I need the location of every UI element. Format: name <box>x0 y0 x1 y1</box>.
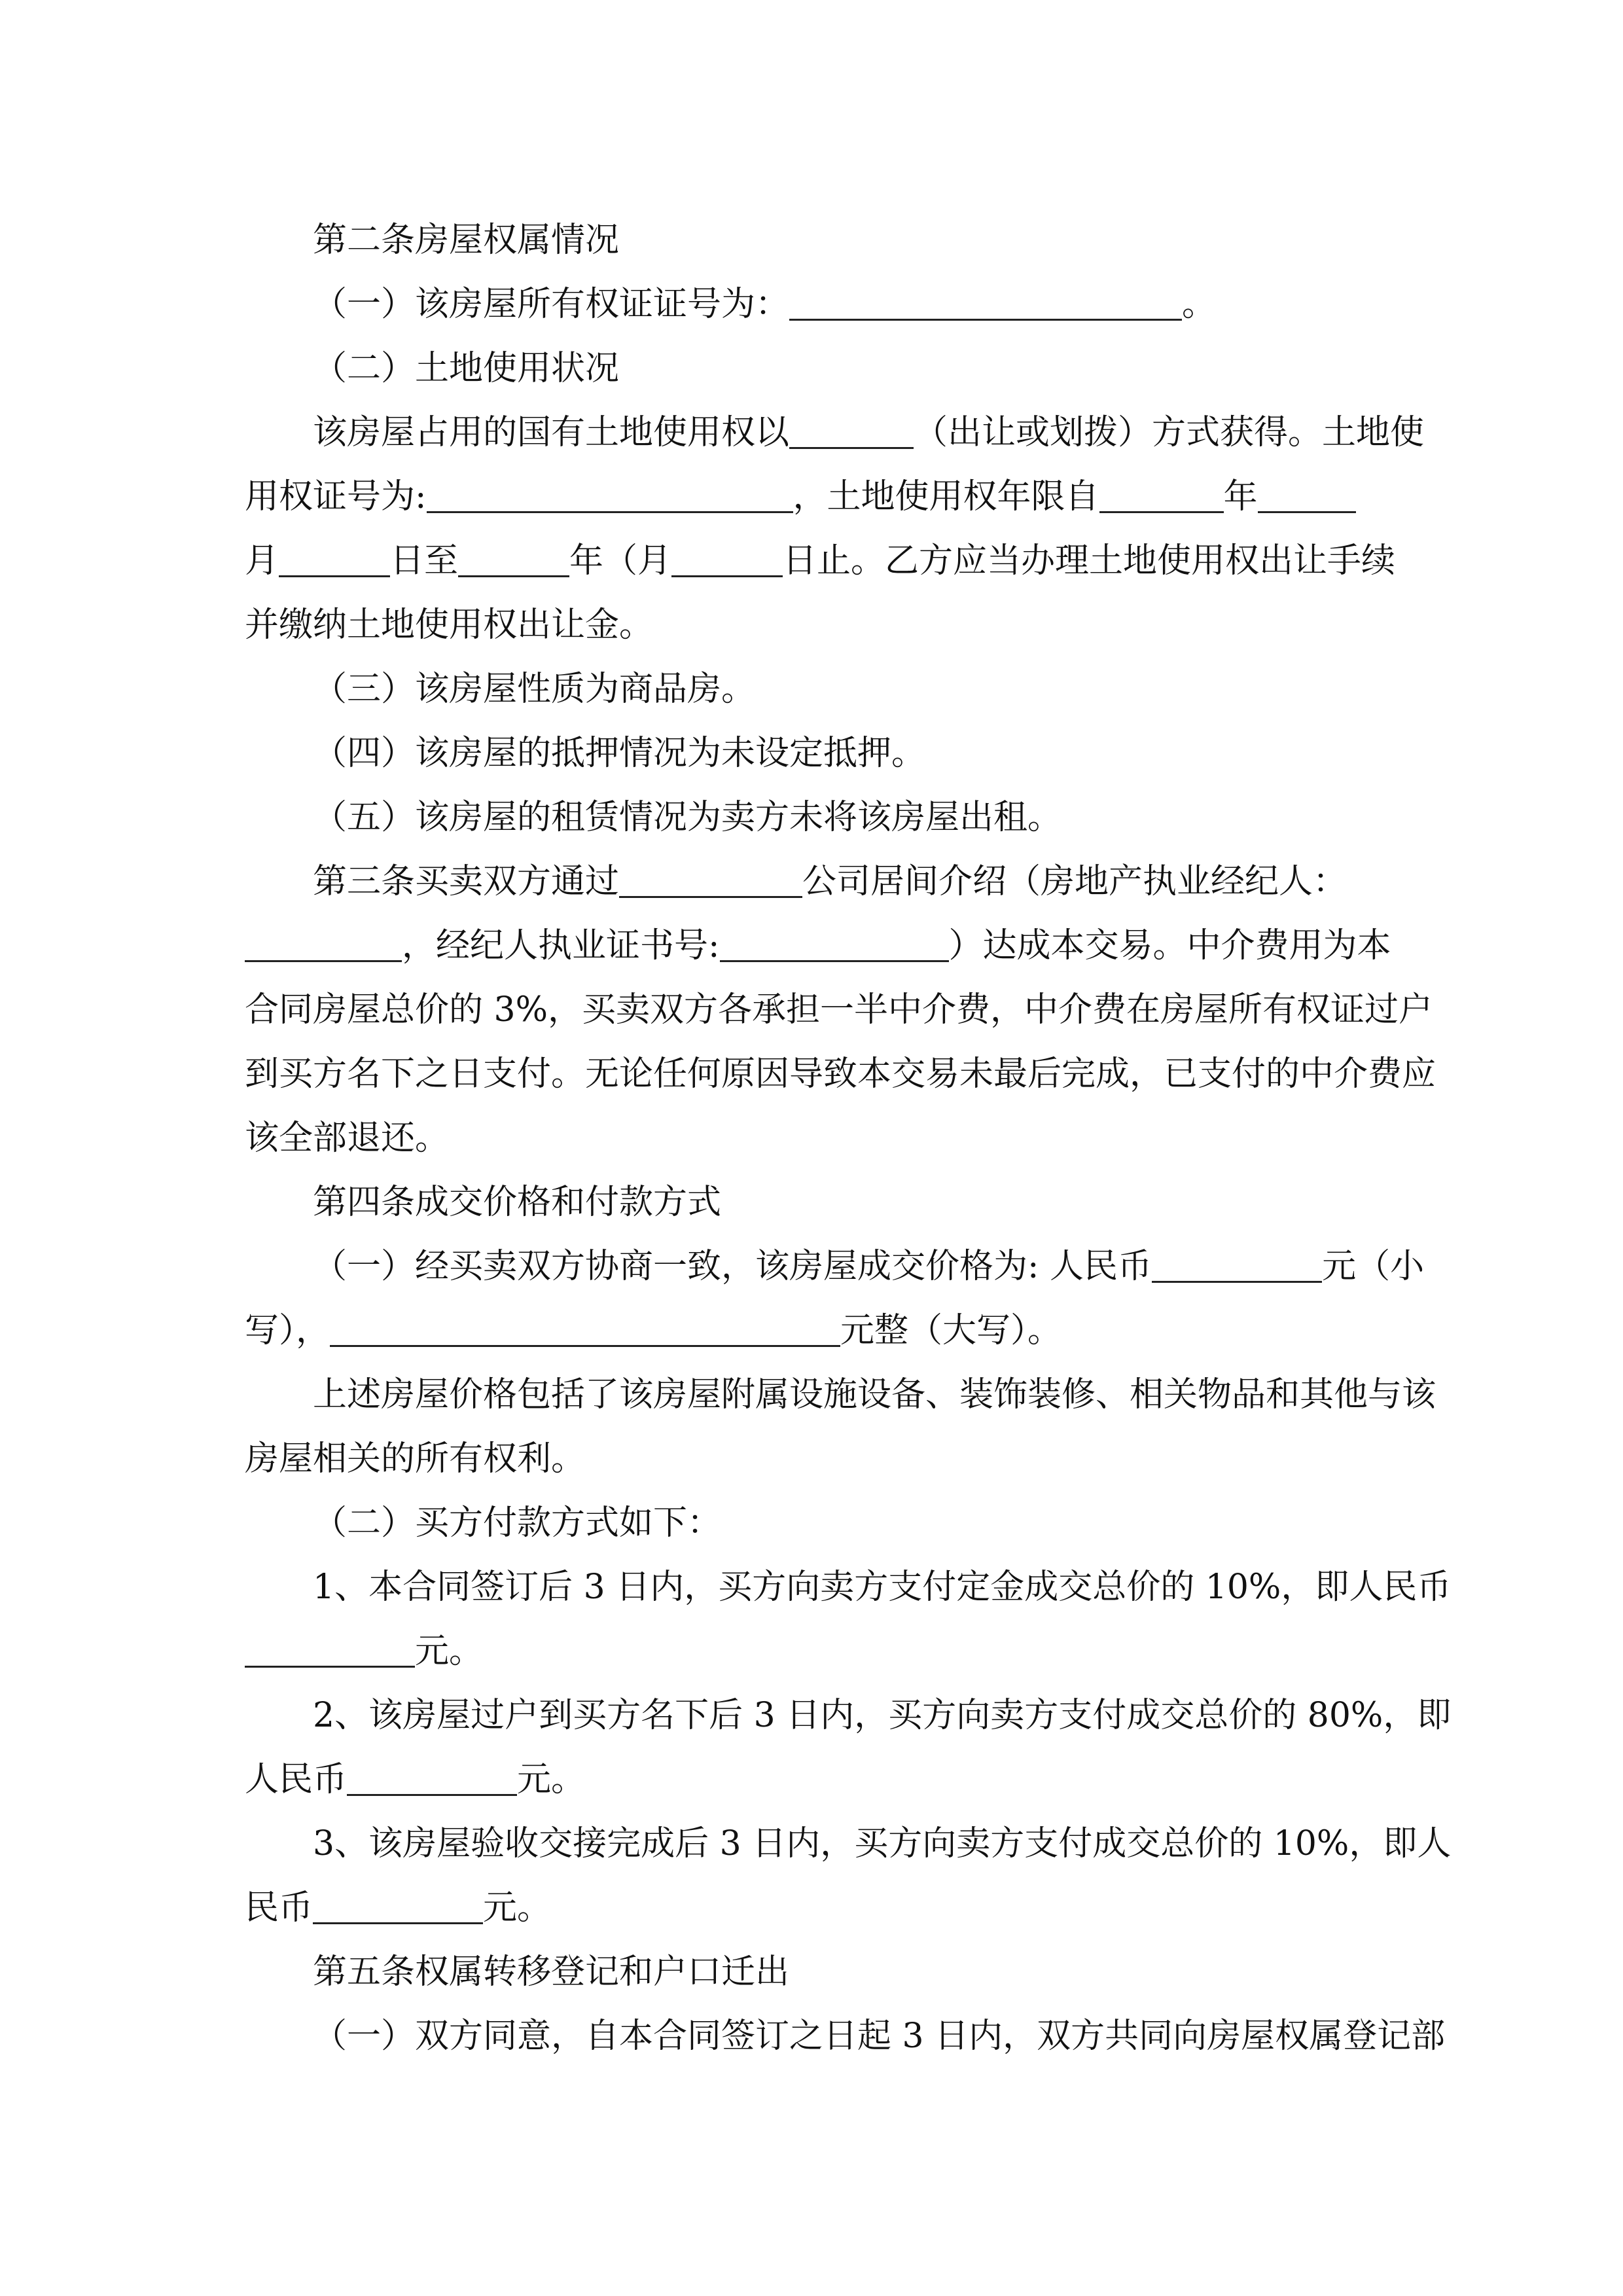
text: （一）经买卖双方协商一致，该房屋成交价格为: 人民币 <box>313 1247 1152 1286</box>
end-day-blank[interactable] <box>671 547 783 577</box>
text: 写）， <box>245 1311 330 1350</box>
text: （出让或划拨）方式获得。土地使 <box>914 413 1425 452</box>
price-line-1 <box>245 1234 1425 1299</box>
text: 元整（大写）。 <box>840 1311 1062 1350</box>
article-3-line-4 <box>245 1042 1436 1106</box>
text: 日止。乙方应当办理土地使用权出让手续 <box>783 541 1396 581</box>
payment-1-amount-blank[interactable] <box>245 1637 415 1668</box>
contract-page <box>245 208 1452 2068</box>
payment-3-line-2 <box>245 1876 1381 1940</box>
payment-3-line-1 <box>245 1812 1452 1876</box>
end-year-blank[interactable] <box>458 547 569 577</box>
property-nature-line <box>245 657 1381 721</box>
article-3-line-3 <box>245 978 1433 1042</box>
text: 房屋相关的所有权利。 <box>245 1439 586 1479</box>
agent-license-blank[interactable] <box>720 931 949 962</box>
text: 该全部退还。 <box>245 1119 450 1158</box>
payment-1-line-1 <box>245 1555 1452 1619</box>
land-use-title <box>245 336 1381 401</box>
text: ）达成本交易。中介费用为本 <box>948 926 1391 965</box>
lease-line <box>245 785 1381 850</box>
price-includes-line-2 <box>245 1427 1381 1491</box>
article-3-line-5 <box>245 1106 1381 1170</box>
start-month-blank[interactable] <box>1258 482 1356 513</box>
text: （二）买方付款方式如下： <box>313 1503 722 1543</box>
text: 公司居间介绍（房地产执业经纪人： <box>802 862 1347 901</box>
text: 并缴纳土地使用权出让金。 <box>245 605 654 645</box>
text: 日至 <box>390 541 459 581</box>
text: 人民币 <box>245 1760 348 1799</box>
start-day-blank[interactable] <box>279 547 390 577</box>
text: 第四条成交价格和付款方式 <box>313 1183 722 1222</box>
text: 1、本合同签订后 3 日内，买方向卖方支付定金成交总价的 10%，即人民币 <box>313 1568 1452 1607</box>
article-5-title <box>245 1940 1381 2004</box>
text: 年（月 <box>569 541 672 581</box>
payment-title <box>245 1491 1381 1555</box>
article-2-title <box>245 208 1381 272</box>
text: （四）该房屋的抵押情况为未设定抵押。 <box>313 734 926 773</box>
text: 该房屋占用的国有土地使用权以 <box>313 413 790 452</box>
price-line-2 <box>245 1299 1381 1363</box>
text: 。 <box>1182 285 1217 324</box>
text: （一）该房屋所有权证证号为： <box>313 285 790 324</box>
text: 元。 <box>415 1632 484 1671</box>
text: （三）该房屋性质为商品房。 <box>313 670 756 709</box>
payment-1-line-2 <box>245 1619 1381 1683</box>
article-4-title <box>245 1170 1381 1234</box>
payment-2-amount-blank[interactable] <box>347 1765 517 1796</box>
start-year-blank[interactable] <box>1099 482 1224 513</box>
article-3-line-1 <box>245 850 1381 914</box>
agent-name-blank[interactable] <box>245 931 402 962</box>
registration-line-1 <box>245 2004 1446 2068</box>
text: （一）双方同意，自本合同签订之日起 3 日内，双方共同向房屋权属登记部 <box>313 2017 1446 2056</box>
price-includes-line-1 <box>245 1363 1436 1427</box>
text: 用权证号为: <box>245 477 427 516</box>
acquisition-method-blank[interactable] <box>789 418 914 449</box>
text: （二）土地使用状况 <box>313 349 620 388</box>
text: 元（小 <box>1322 1247 1425 1286</box>
text: 合同房屋总价的 3%，买卖双方各承担一半中介费，中介费在房屋所有权证过户 <box>245 990 1433 1030</box>
land-use-line-1 <box>245 401 1425 465</box>
text: 元。 <box>517 1760 586 1799</box>
land-use-line-4 <box>245 593 1381 657</box>
price-lowercase-blank[interactable] <box>1152 1252 1322 1283</box>
text: 元。 <box>483 1888 552 1928</box>
text: 民币 <box>245 1888 313 1928</box>
price-uppercase-blank[interactable] <box>330 1316 840 1347</box>
text: 第二条房屋权属情况 <box>313 221 620 260</box>
land-certificate-blank[interactable] <box>427 482 793 513</box>
land-use-line-2 <box>245 465 1381 529</box>
text: 月 <box>245 541 279 581</box>
text: 到买方名下之日支付。无论任何原因导致本交易未最后完成，已支付的中介费应 <box>245 1054 1436 1094</box>
text: （五）该房屋的租赁情况为卖方未将该房屋出租。 <box>313 798 1062 837</box>
payment-2-line-1 <box>245 1683 1452 1748</box>
text: ，土地使用权年限自 <box>793 477 1099 516</box>
text: 2、该房屋过户到买方名下后 3 日内，买方向卖方支付成交总价的 80%，即 <box>313 1696 1452 1735</box>
text: ，经纪人执业证书号: <box>402 926 720 965</box>
text: 第五条权属转移登记和户口迁出 <box>313 1952 790 1992</box>
land-use-line-3 <box>245 529 1396 593</box>
agency-company-blank[interactable] <box>619 867 802 898</box>
article-3-line-2 <box>245 914 1391 978</box>
text: 年 <box>1223 477 1258 516</box>
text: 3、该房屋验收交接完成后 3 日内，买方向卖方支付成交总价的 10%，即人 <box>313 1824 1452 1863</box>
text: 第三条买卖双方通过 <box>313 862 620 901</box>
certificate-number-line <box>245 272 1381 336</box>
payment-2-line-2 <box>245 1748 1381 1812</box>
payment-3-amount-blank[interactable] <box>313 1893 483 1924</box>
certificate-number-blank[interactable] <box>789 290 1182 321</box>
mortgage-line <box>245 721 1381 785</box>
text: 上述房屋价格包括了该房屋附属设施设备、装饰装修、相关物品和其他与该 <box>313 1375 1436 1414</box>
